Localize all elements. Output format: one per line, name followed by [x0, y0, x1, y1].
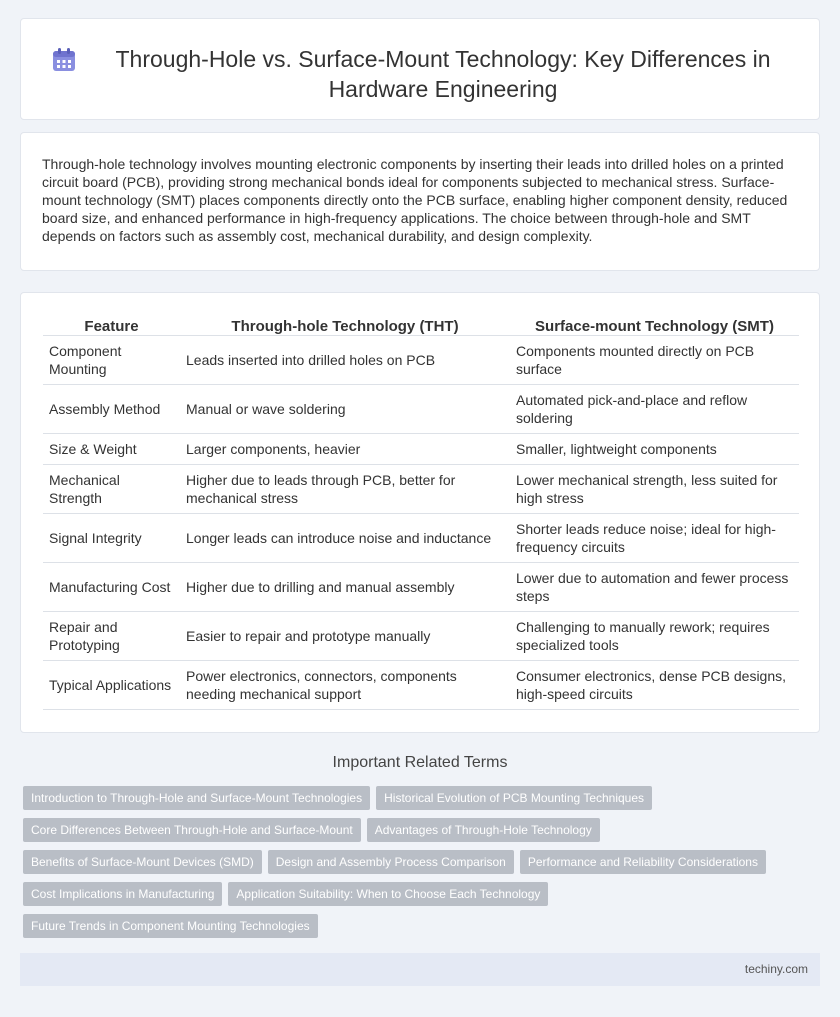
- related-term-link[interactable]: Application Suitability: When to Choose Each Technology: [228, 882, 548, 906]
- page-title: Through-Hole vs. Surface-Mount Technology: Key Differences in Hardware Engineering: [115, 46, 771, 102]
- tht-cell: Leads inserted into drilled holes on PCB: [180, 336, 510, 385]
- footer: [20, 953, 820, 986]
- feature-cell: Component Mounting: [43, 336, 180, 385]
- related-term-link[interactable]: Cost Implications in Manufacturing: [23, 882, 222, 906]
- feature-cell: Signal Integrity: [43, 514, 180, 563]
- smt-cell: Smaller, lightweight components: [510, 434, 799, 465]
- related-term-link[interactable]: Advantages of Through-Hole Technology: [367, 818, 600, 842]
- related-term-link[interactable]: Historical Evolution of PCB Mounting Techniques: [376, 786, 652, 810]
- related-term-link[interactable]: Core Differences Between Through-Hole and Surface-Mount: [23, 818, 361, 842]
- feature-cell: Size & Weight: [43, 434, 180, 465]
- table-row: [43, 385, 799, 434]
- feature-cell: Typical Applications: [43, 661, 180, 710]
- smt-cell: Challenging to manually rework; requires specialized tools: [510, 612, 799, 661]
- table-row: [43, 336, 799, 385]
- title-card: [20, 18, 820, 120]
- table-row: [43, 612, 799, 661]
- tht-cell: Higher due to drilling and manual assembly: [180, 563, 510, 612]
- tht-cell: Higher due to leads through PCB, better for mechanical stress: [180, 465, 510, 514]
- feature-cell: Repair and Prototyping: [43, 612, 180, 661]
- feature-cell: Assembly Method: [43, 385, 180, 434]
- table-row: [43, 661, 799, 710]
- smt-cell: Components mounted directly on PCB surface: [510, 336, 799, 385]
- related-term-link[interactable]: Benefits of Surface-Mount Devices (SMD): [23, 850, 262, 874]
- comparison-table-card: [20, 292, 820, 733]
- table-header-row: [43, 316, 799, 336]
- smt-cell: Lower due to automation and fewer process steps: [510, 563, 799, 612]
- related-term-link[interactable]: Future Trends in Component Mounting Technologies: [23, 914, 318, 938]
- table-row: [43, 434, 799, 465]
- comparison-table: [43, 316, 799, 710]
- related-term-link[interactable]: Introduction to Through-Hole and Surface-Mount Technologies: [23, 786, 370, 810]
- tht-cell: Manual or wave soldering: [180, 385, 510, 434]
- tht-cell: Easier to repair and prototype manually: [180, 612, 510, 661]
- tht-cell: Larger components, heavier: [180, 434, 510, 465]
- smt-cell: Lower mechanical strength, less suited for high stress: [510, 465, 799, 514]
- intro-paragraph: Through-hole technology involves mounting electronic components by inserting their leads into drilled holes on a printed circuit board (PCB), providing strong mechanical bonds ideal for components subjected to mechanical stress. Surface-mount technology (SMT) places components directly onto the PCB surface, enabling higher component density, reduced board size, and enhanced performance in high-frequency applications. The choice between through-hole and SMT depends on factors such as assembly cost, mechanical durability, and design complexity.: [42, 156, 788, 244]
- footer-site-link[interactable]: techiny.com: [744, 962, 808, 976]
- header-tht: Through-hole Technology (THT): [180, 316, 510, 336]
- calendar-icon: [51, 47, 77, 73]
- feature-cell: Manufacturing Cost: [43, 563, 180, 612]
- related-term-link[interactable]: Design and Assembly Process Comparison: [268, 850, 514, 874]
- tht-cell: Longer leads can introduce noise and inductance: [180, 514, 510, 563]
- feature-cell: Mechanical Strength: [43, 465, 180, 514]
- table-row: [43, 514, 799, 563]
- table-row: [43, 563, 799, 612]
- header-feature: Feature: [43, 316, 180, 336]
- smt-cell: Automated pick-and-place and reflow soldering: [510, 385, 799, 434]
- related-terms-heading: Important Related Terms: [332, 754, 508, 771]
- table-row: [43, 465, 799, 514]
- related-terms-list: [23, 786, 813, 938]
- tht-cell: Power electronics, connectors, components needing mechanical support: [180, 661, 510, 710]
- header-smt: Surface-mount Technology (SMT): [510, 316, 799, 336]
- smt-cell: Consumer electronics, dense PCB designs, high-speed circuits: [510, 661, 799, 710]
- intro-card: [20, 132, 820, 271]
- smt-cell: Shorter leads reduce noise; ideal for high-frequency circuits: [510, 514, 799, 563]
- related-term-link[interactable]: Performance and Reliability Considerations: [520, 850, 766, 874]
